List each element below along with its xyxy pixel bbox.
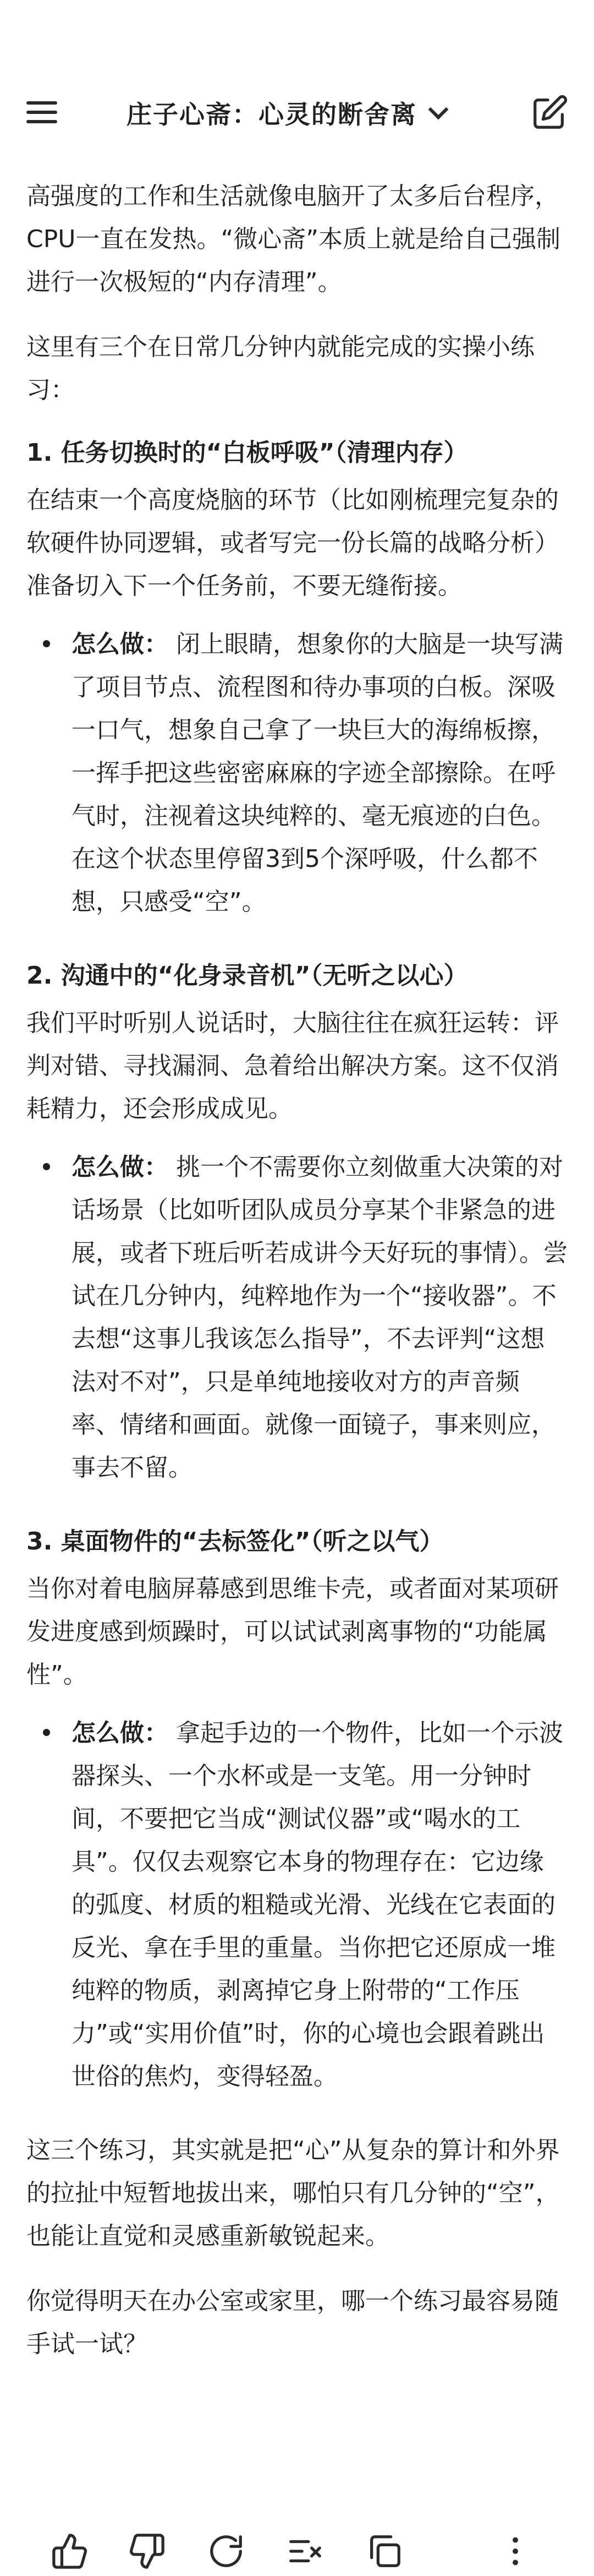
section-heading-1: 1. 任务切换时的“白板呼吸”（清理内存） [26,439,468,467]
chevron-down-icon [428,100,449,120]
intro-paragraph: 高强度的工作和生活就像电脑开了太多后台程序，CPU一直在发热。“微心斋”本质上就是给自己强制进行一次极短的“内存清理”。 [26,182,561,296]
bullet-label: 怎么做： [72,630,168,658]
section-heading-3: 3. 桌面物件的“去标签化”（听之以气） [26,1527,444,1556]
app-header [0,0,594,129]
new-chat-edit-icon[interactable] [530,94,569,132]
message-action-bar [0,2526,594,2576]
chat-title: 庄子心斋：心灵的断舍离 [127,100,417,129]
bullet-text: 拿起手边的一个物件，比如一个示波器探头、一个水杯或是一支笔。用一分钟时间，不要把它当成“测试仪器”或“喝水的工具”。仅仅去观察它本身的物理存在：它边缘的弧度、材质的粗糙或光滑、光线在它表面的反光、拿在手里的重量。当你把它还原成一堆纯粹的物质，剥离掉它身上附带的“工作压力”或“实用价值”时，你的心境也会跟着跳出世俗的焦灼，变得轻盈。 [72,1719,563,2091]
section-body-2: 我们平时听别人说话时，大脑往往在疯狂运转：评判对错、寻找漏洞、急着给出解决方案。这不仅消耗精力，还会形成成见。 [26,1009,559,1123]
section-body-3: 当你对着电脑屏幕感到思维卡壳，或者面对某项研发进度感到烦躁时，可以试试剥离事物的“功能属性”。 [26,1575,559,1689]
bullet-text: 挑一个不需要你立刻做重大决策的对话场景（比如听团队成员分享某个非紧急的进展，或者下班后听若成讲今天好玩的事情）。尝试在几分钟内，纯粹地作为一个“接收器”。不去想“这事儿我该怎么指导”，不去评判“这想法对不对”，只是单纯地接收对方的声音频率、情绪和画面。就像一面镜子，事来则应，事去不留。 [72,1153,568,1482]
list-item [26,1146,568,1489]
conclusion-paragraph: 这三个练习，其实就是把“心”从复杂的算计和外界的拉扯中短暂地拔出来，哪怕只有几分钟的“空”，也能让直觉和灵感重新敏锐起来。 [26,2136,560,2250]
regenerate-icon[interactable] [207,2532,245,2570]
bullet-dot [43,1163,50,1170]
menu-icon[interactable] [26,96,68,129]
modify-response-icon[interactable] [286,2532,324,2570]
section-body-1: 在结束一个高度烧脑的环节（比如刚梳理完复杂的软硬件协同逻辑，或者写完一份长篇的战略分析）准备切入下一个任务前，不要无缝衔接。 [26,486,559,600]
list-item [26,1712,568,2098]
section-heading-2: 2. 沟通中的“化身录音机”（无听之以心） [26,962,468,990]
thumbs-down-icon[interactable] [128,2532,166,2570]
thumbs-up-icon[interactable] [51,2532,89,2570]
bullet-dot [43,1729,50,1736]
list-item [26,623,568,924]
bullet-dot [43,640,50,647]
copy-icon[interactable] [365,2532,404,2570]
more-options-icon[interactable] [496,2532,535,2570]
question-paragraph: 你觉得明天在办公室或家里，哪一个练习最容易随手试一试？ [26,2287,559,2358]
assistant-message [26,175,568,2388]
bullet-label: 怎么做： [72,1153,168,1181]
chat-title-dropdown[interactable] [127,94,446,132]
bullet-text: 闭上眼睛，想象你的大脑是一块写满了项目节点、流程图和待办事项的白板。深吸一口气，想象自己拿了一块巨大的海绵板擦，一挥手把这些密密麻麻的字迹全部擦除。在呼气时，注视着这块纯粹的、毫无痕迹的白色。在这个状态里停留3到5个深呼吸，什么都不想，只感受“空”。 [72,630,563,916]
bullet-label: 怎么做： [72,1719,168,1747]
lead-paragraph: 这里有三个在日常几分钟内就能完成的实操小练习： [26,333,535,404]
